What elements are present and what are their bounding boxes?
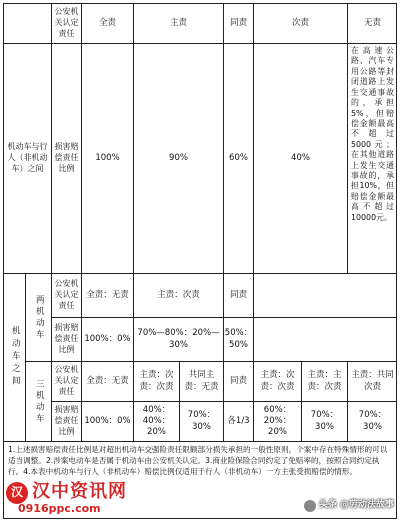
pedestrian-equal-ratio: 60% — [224, 44, 254, 274]
three-main-sec-sec: 主责：次责：次责 — [254, 362, 302, 402]
two-ratio-equal: 50%：50% — [224, 318, 254, 362]
watermark-url: 0916ppc.com — [18, 502, 101, 515]
two-ratio-full: 100%：0% — [82, 318, 134, 362]
three-ratio-c: 70%：30% — [348, 402, 397, 442]
three-vehicle-label-text: 三机动车 — [34, 378, 45, 425]
row-label-between-motor — [4, 274, 26, 442]
three-ratio-a: 60%：20%：20% — [254, 402, 302, 442]
watermark-right-text: 头条 @劳动法故事 — [318, 500, 394, 511]
two-equal: 同责 — [224, 274, 254, 318]
pedestrian-full-ratio: 100% — [82, 44, 134, 274]
three-ratio-label: 损害赔偿责任比例 — [52, 402, 82, 442]
row-label-motor-pedestrian: 机动车与行人（非机动车）之间 — [4, 44, 52, 274]
pedestrian-main-ratio: 90% — [134, 44, 224, 274]
three-joint-main: 共同主责：无责 — [180, 362, 224, 402]
pedestrian-none-ratio: 在高速公路、汽车专用公路等封闭道路上发生交通事故的，承担5%，但赔偿金额最高不超过5000元；在其他道路上发生交通事故的，承担10%，但赔偿金额最高不超过10000元。 — [348, 44, 397, 274]
three-joint-secondary: 主责：共同次责 — [348, 362, 397, 402]
two-vehicle-label — [26, 274, 52, 362]
three-ratio-b: 70%：30% — [302, 402, 348, 442]
header-secondary: 次责 — [254, 4, 348, 44]
header-equal: 同责 — [224, 4, 254, 44]
two-main-secondary: 主责：次责 — [134, 274, 224, 318]
avatar-icon — [304, 500, 316, 512]
two-empty-2 — [254, 318, 397, 362]
three-recognition: 公安机关认定责任 — [52, 362, 82, 402]
watermark-logo: 汉 — [6, 482, 28, 504]
footnote: 1.上述损害赔偿责任比例是对超出机动车交强险责任限额部分损失承担的一般性原则，个案中存在特殊情形的可以适当调整。2.涉案电动车是否属于机动车由公安机关认定。3.商业险保险合同约定了免赔率的，按照合同约定执行。4.本表中机动车与行人（非机动车）赔偿比例仅适用于行人（非机动车）一方主张受损赔偿的情形。 — [8, 445, 388, 476]
three-ratio-main: 40%：40%：20% — [134, 402, 180, 442]
two-ratio-label: 损害赔偿责任比例 — [52, 318, 82, 362]
header-recognition: 公安机关认定责任 — [52, 4, 82, 44]
header-full: 全责 — [82, 4, 134, 44]
three-ratio-equal: 各1/3 — [224, 402, 254, 442]
two-ratio-main: 70%—80%：20%—30% — [134, 318, 224, 362]
two-empty-1 — [254, 274, 397, 318]
liability-table — [3, 3, 397, 519]
ratio-label: 损害赔偿责任比例 — [52, 44, 82, 274]
two-recognition: 公安机关认定责任 — [52, 274, 82, 318]
two-full-none: 全责：无责 — [82, 274, 134, 318]
three-equal: 同责 — [224, 362, 254, 402]
three-ratio-full: 100%：0% — [82, 402, 134, 442]
pedestrian-secondary-ratio: 40% — [254, 44, 348, 274]
two-vehicle-label-text: 两机动车 — [34, 294, 45, 341]
header-none: 无责 — [348, 4, 397, 44]
between-motor-label: 机动车之间 — [10, 326, 21, 389]
watermark-right — [304, 500, 394, 512]
three-main-secondary: 主责：次责：次责 — [134, 362, 180, 402]
three-vehicle-label — [26, 362, 52, 442]
three-ratio-joint-main: 70%：30% — [180, 402, 224, 442]
header-blank — [4, 4, 52, 44]
watermark-title: 汉中资讯网 — [32, 481, 127, 502]
three-full-none: 全责：无责 — [82, 362, 134, 402]
three-main-main-sec: 主责：主责：次责 — [302, 362, 348, 402]
header-main: 主责 — [134, 4, 224, 44]
